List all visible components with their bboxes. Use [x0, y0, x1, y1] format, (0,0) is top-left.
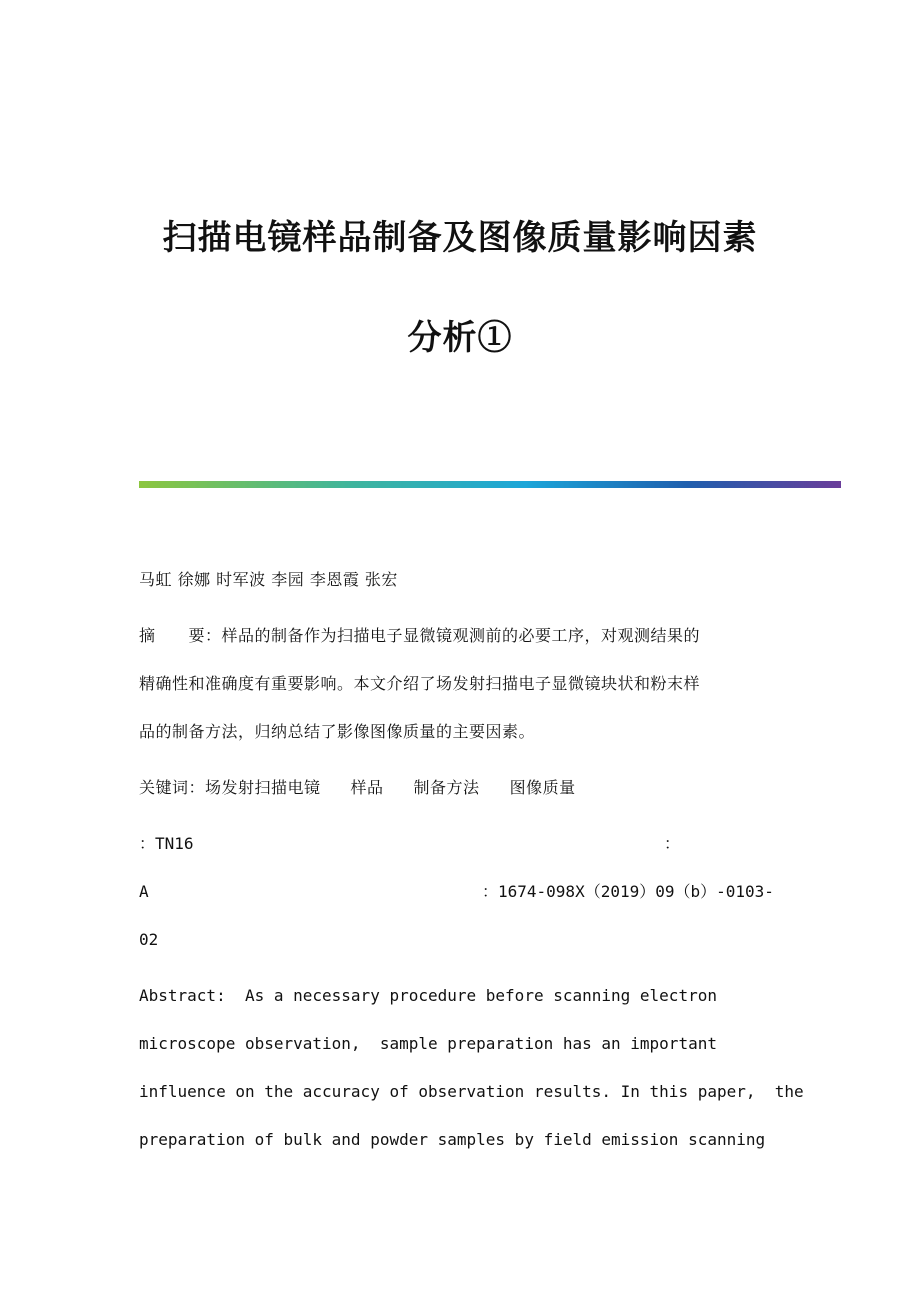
abstract-en-line-4: preparation of bulk and powder samples by field emission scanning [139, 1130, 766, 1149]
keyword-item: 样品 [350, 778, 384, 797]
keyword-item: 图像质量 [509, 778, 576, 797]
title-line-1: 扫描电镜样品制备及图像质量影响因素 [162, 218, 758, 258]
abstract-en-line-2: microscope observation, sample preparation has an important [139, 1034, 717, 1053]
abstract-cn-line-3: 品的制备方法，归纳总结了影像图像质量的主要因素。 [139, 722, 536, 741]
keywords-label: 关键词： [139, 778, 206, 797]
title-line-2: 分析① [407, 318, 513, 358]
keyword-item: 制备方法 [413, 778, 480, 797]
abstract-en-line-1: Abstract: As a necessary procedure before scanning electron [139, 986, 717, 1005]
authors: 马虹 徐娜 时军波 李园 李恩霞 张宏 [139, 570, 398, 589]
doc-code-colon: ： [664, 834, 681, 853]
article-id-part1: ：1674-098X（2019）09（b）-0103- [482, 882, 774, 901]
clc-number: ：TN16 [139, 834, 194, 853]
keyword-item: 场发射扫描电镜 [205, 778, 321, 797]
article-id-part2: 02 [139, 930, 159, 949]
abstract-en-line-3: influence on the accuracy of observation results. In this paper, the [139, 1082, 804, 1101]
abstract-cn-line-2: 精确性和准确度有重要影响。本文介绍了场发射扫描电子显微镜块状和粉末样 [139, 674, 701, 693]
doc-code: A [139, 882, 149, 901]
keywords-row [139, 778, 576, 798]
title-divider-bar [139, 481, 841, 488]
abstract-cn-line-1: 摘 要：样品的制备作为扫描电子显微镜观测前的必要工序，对观测结果的 [139, 626, 701, 645]
